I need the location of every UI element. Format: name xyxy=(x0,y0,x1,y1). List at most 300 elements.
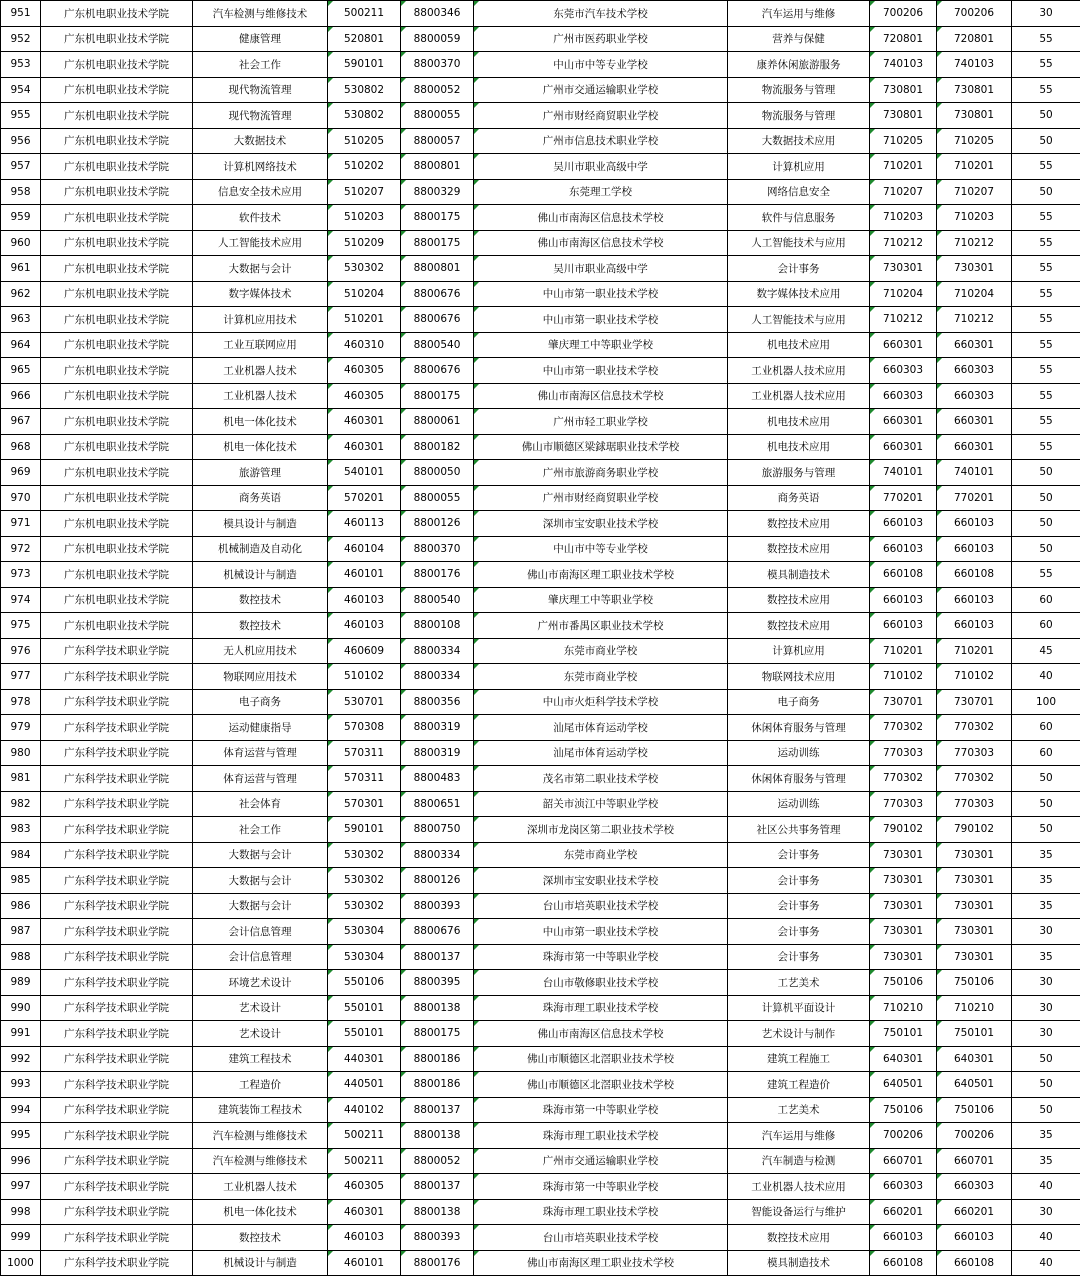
secondary-major-code-2-cell: 730301 xyxy=(937,842,1012,868)
major-code-cell: 570201 xyxy=(328,485,401,511)
school-name-cell: 广州市财经商贸职业学校 xyxy=(474,485,728,511)
table-row xyxy=(1,205,1080,231)
secondary-major-code-cell: 750106 xyxy=(870,970,937,996)
secondary-major-code-cell: 790102 xyxy=(870,817,937,843)
plan-quota-cell: 40 xyxy=(1012,664,1080,690)
secondary-major-name-cell: 模具制造技术 xyxy=(728,562,870,588)
college-name-cell: 广东科学技术职业学院 xyxy=(41,893,193,919)
table-row xyxy=(1,1046,1080,1072)
table-row xyxy=(1,1250,1080,1276)
college-name-cell: 广东机电职业技术学院 xyxy=(41,511,193,537)
major-code-cell: 500211 xyxy=(328,1123,401,1149)
plan-quota-cell: 40 xyxy=(1012,1174,1080,1200)
plan-quota-cell: 40 xyxy=(1012,1225,1080,1251)
plan-quota-cell: 60 xyxy=(1012,740,1080,766)
plan-quota-cell: 50 xyxy=(1012,485,1080,511)
table-row xyxy=(1,944,1080,970)
table-row xyxy=(1,842,1080,868)
school-code-cell: 8800801 xyxy=(401,256,474,282)
major-name-cell: 社会工作 xyxy=(193,52,328,78)
major-name-cell: 工业机器人技术 xyxy=(193,358,328,384)
school-name-cell: 吴川市职业高级中学 xyxy=(474,256,728,282)
secondary-major-code-2-cell: 710203 xyxy=(937,205,1012,231)
major-name-cell: 大数据技术 xyxy=(193,128,328,154)
table-row xyxy=(1,1148,1080,1174)
plan-quota-cell: 40 xyxy=(1012,1250,1080,1276)
college-name-cell: 广东科学技术职业学院 xyxy=(41,868,193,894)
major-code-cell: 530302 xyxy=(328,256,401,282)
college-name-cell: 广东科学技术职业学院 xyxy=(41,1148,193,1174)
school-name-cell: 中山市第一职业技术学校 xyxy=(474,281,728,307)
major-code-cell: 590101 xyxy=(328,817,401,843)
secondary-major-name-cell: 大数据技术应用 xyxy=(728,128,870,154)
school-name-cell: 珠海市理工职业技术学校 xyxy=(474,1123,728,1149)
row-number-cell: 980 xyxy=(1,740,41,766)
plan-quota-cell: 50 xyxy=(1012,460,1080,486)
secondary-major-code-2-cell: 730801 xyxy=(937,77,1012,103)
major-code-cell: 440501 xyxy=(328,1072,401,1098)
school-name-cell: 台山市培英职业技术学校 xyxy=(474,1225,728,1251)
secondary-major-code-cell: 740101 xyxy=(870,460,937,486)
table-row xyxy=(1,587,1080,613)
secondary-major-code-cell: 660301 xyxy=(870,409,937,435)
major-name-cell: 工业机器人技术 xyxy=(193,1174,328,1200)
secondary-major-code-cell: 710210 xyxy=(870,995,937,1021)
table-row xyxy=(1,817,1080,843)
row-number-cell: 963 xyxy=(1,307,41,333)
school-name-cell: 广州市医药职业学校 xyxy=(474,26,728,52)
row-number-cell: 1000 xyxy=(1,1250,41,1276)
table-row xyxy=(1,868,1080,894)
plan-quota-cell: 50 xyxy=(1012,791,1080,817)
school-code-cell: 8800393 xyxy=(401,893,474,919)
secondary-major-code-2-cell: 640301 xyxy=(937,1046,1012,1072)
table-row xyxy=(1,1225,1080,1251)
secondary-major-name-cell: 建筑工程造价 xyxy=(728,1072,870,1098)
secondary-major-code-2-cell: 770302 xyxy=(937,715,1012,741)
school-code-cell: 8800175 xyxy=(401,230,474,256)
secondary-major-code-2-cell: 730301 xyxy=(937,893,1012,919)
secondary-major-code-2-cell: 710201 xyxy=(937,154,1012,180)
secondary-major-name-cell: 商务英语 xyxy=(728,485,870,511)
major-code-cell: 510202 xyxy=(328,154,401,180)
table-row xyxy=(1,154,1080,180)
school-name-cell: 佛山市南海区信息技术学校 xyxy=(474,1021,728,1047)
row-number-cell: 970 xyxy=(1,485,41,511)
college-name-cell: 广东机电职业技术学院 xyxy=(41,434,193,460)
secondary-major-code-cell: 730801 xyxy=(870,103,937,129)
secondary-major-name-cell: 工业机器人技术应用 xyxy=(728,1174,870,1200)
row-number-cell: 967 xyxy=(1,409,41,435)
major-code-cell: 460104 xyxy=(328,536,401,562)
major-name-cell: 计算机应用技术 xyxy=(193,307,328,333)
table-row xyxy=(1,383,1080,409)
major-name-cell: 大数据与会计 xyxy=(193,842,328,868)
college-name-cell: 广东机电职业技术学院 xyxy=(41,536,193,562)
college-name-cell: 广东机电职业技术学院 xyxy=(41,77,193,103)
major-name-cell: 运动健康指导 xyxy=(193,715,328,741)
major-code-cell: 510201 xyxy=(328,307,401,333)
college-name-cell: 广东科学技术职业学院 xyxy=(41,995,193,1021)
major-name-cell: 机电一体化技术 xyxy=(193,409,328,435)
plan-quota-cell: 60 xyxy=(1012,613,1080,639)
row-number-cell: 972 xyxy=(1,536,41,562)
secondary-major-code-2-cell: 770303 xyxy=(937,740,1012,766)
college-name-cell: 广东机电职业技术学院 xyxy=(41,358,193,384)
secondary-major-code-2-cell: 730301 xyxy=(937,944,1012,970)
school-name-cell: 珠海市第一中等职业学校 xyxy=(474,1174,728,1200)
secondary-major-name-cell: 艺术设计与制作 xyxy=(728,1021,870,1047)
school-code-cell: 8800483 xyxy=(401,766,474,792)
plan-quota-cell: 30 xyxy=(1012,1021,1080,1047)
major-name-cell: 信息安全技术应用 xyxy=(193,179,328,205)
school-name-cell: 佛山市顺德区梁銶琚职业技术学校 xyxy=(474,434,728,460)
school-name-cell: 东莞市商业学校 xyxy=(474,664,728,690)
row-number-cell: 965 xyxy=(1,358,41,384)
school-code-cell: 8800052 xyxy=(401,1148,474,1174)
secondary-major-code-cell: 710201 xyxy=(870,154,937,180)
secondary-major-code-cell: 750101 xyxy=(870,1021,937,1047)
college-name-cell: 广东科学技术职业学院 xyxy=(41,791,193,817)
secondary-major-name-cell: 汽车制造与检测 xyxy=(728,1148,870,1174)
college-name-cell: 广东机电职业技术学院 xyxy=(41,128,193,154)
school-name-cell: 深圳市龙岗区第二职业技术学校 xyxy=(474,817,728,843)
college-name-cell: 广东机电职业技术学院 xyxy=(41,52,193,78)
plan-quota-cell: 35 xyxy=(1012,842,1080,868)
plan-quota-cell: 30 xyxy=(1012,1,1080,27)
plan-quota-cell: 60 xyxy=(1012,587,1080,613)
table-row xyxy=(1,26,1080,52)
row-number-cell: 959 xyxy=(1,205,41,231)
major-name-cell: 现代物流管理 xyxy=(193,103,328,129)
table-body xyxy=(1,1,1080,1276)
secondary-major-name-cell: 工艺美术 xyxy=(728,1097,870,1123)
secondary-major-code-cell: 710207 xyxy=(870,179,937,205)
secondary-major-code-cell: 730301 xyxy=(870,256,937,282)
secondary-major-name-cell: 工艺美术 xyxy=(728,970,870,996)
row-number-cell: 992 xyxy=(1,1046,41,1072)
row-number-cell: 990 xyxy=(1,995,41,1021)
row-number-cell: 986 xyxy=(1,893,41,919)
secondary-major-code-2-cell: 740101 xyxy=(937,460,1012,486)
major-name-cell: 物联网应用技术 xyxy=(193,664,328,690)
major-name-cell: 体育运营与管理 xyxy=(193,766,328,792)
major-name-cell: 现代物流管理 xyxy=(193,77,328,103)
school-code-cell: 8800334 xyxy=(401,638,474,664)
school-name-cell: 中山市火炬科学技术学校 xyxy=(474,689,728,715)
major-code-cell: 460103 xyxy=(328,1225,401,1251)
table-row xyxy=(1,485,1080,511)
plan-quota-cell: 55 xyxy=(1012,383,1080,409)
row-number-cell: 983 xyxy=(1,817,41,843)
major-code-cell: 440301 xyxy=(328,1046,401,1072)
school-name-cell: 广州市番禺区职业技术学校 xyxy=(474,613,728,639)
secondary-major-name-cell: 会计事务 xyxy=(728,868,870,894)
school-name-cell: 佛山市南海区理工职业技术学校 xyxy=(474,562,728,588)
school-name-cell: 广州市交通运输职业学校 xyxy=(474,77,728,103)
college-name-cell: 广东科学技术职业学院 xyxy=(41,1097,193,1123)
secondary-major-name-cell: 休闲体育服务与管理 xyxy=(728,766,870,792)
secondary-major-code-2-cell: 730701 xyxy=(937,689,1012,715)
secondary-major-name-cell: 物流服务与管理 xyxy=(728,103,870,129)
school-code-cell: 8800346 xyxy=(401,1,474,27)
major-name-cell: 机械设计与制造 xyxy=(193,1250,328,1276)
secondary-major-code-cell: 720801 xyxy=(870,26,937,52)
secondary-major-code-2-cell: 740103 xyxy=(937,52,1012,78)
secondary-major-code-cell: 710102 xyxy=(870,664,937,690)
school-name-cell: 吴川市职业高级中学 xyxy=(474,154,728,180)
school-name-cell: 东莞市商业学校 xyxy=(474,638,728,664)
major-code-cell: 510204 xyxy=(328,281,401,307)
table-row xyxy=(1,434,1080,460)
secondary-major-name-cell: 物联网技术应用 xyxy=(728,664,870,690)
school-code-cell: 8800126 xyxy=(401,511,474,537)
school-code-cell: 8800052 xyxy=(401,77,474,103)
secondary-major-code-2-cell: 660701 xyxy=(937,1148,1012,1174)
college-name-cell: 广东科学技术职业学院 xyxy=(41,970,193,996)
school-name-cell: 中山市中等专业学校 xyxy=(474,52,728,78)
college-name-cell: 广东机电职业技术学院 xyxy=(41,26,193,52)
college-name-cell: 广东科学技术职业学院 xyxy=(41,766,193,792)
row-number-cell: 974 xyxy=(1,587,41,613)
secondary-major-code-cell: 660103 xyxy=(870,1225,937,1251)
school-name-cell: 台山市培英职业技术学校 xyxy=(474,893,728,919)
table-row xyxy=(1,715,1080,741)
secondary-major-name-cell: 网络信息安全 xyxy=(728,179,870,205)
secondary-major-code-cell: 770303 xyxy=(870,791,937,817)
college-name-cell: 广东科学技术职业学院 xyxy=(41,1250,193,1276)
secondary-major-code-cell: 710205 xyxy=(870,128,937,154)
school-code-cell: 8800393 xyxy=(401,1225,474,1251)
table-row xyxy=(1,689,1080,715)
table-row xyxy=(1,664,1080,690)
major-code-cell: 530304 xyxy=(328,944,401,970)
major-name-cell: 社会体育 xyxy=(193,791,328,817)
major-code-cell: 510207 xyxy=(328,179,401,205)
row-number-cell: 953 xyxy=(1,52,41,78)
secondary-major-code-cell: 770303 xyxy=(870,740,937,766)
secondary-major-code-cell: 640501 xyxy=(870,1072,937,1098)
school-name-cell: 东莞市商业学校 xyxy=(474,842,728,868)
major-code-cell: 460609 xyxy=(328,638,401,664)
school-code-cell: 8800176 xyxy=(401,1250,474,1276)
school-name-cell: 深圳市宝安职业技术学校 xyxy=(474,868,728,894)
school-name-cell: 广州市交通运输职业学校 xyxy=(474,1148,728,1174)
major-name-cell: 电子商务 xyxy=(193,689,328,715)
row-number-cell: 960 xyxy=(1,230,41,256)
college-name-cell: 广东机电职业技术学院 xyxy=(41,1,193,27)
row-number-cell: 978 xyxy=(1,689,41,715)
school-code-cell: 8800319 xyxy=(401,715,474,741)
secondary-major-name-cell: 数控技术应用 xyxy=(728,511,870,537)
secondary-major-name-cell: 模具制造技术 xyxy=(728,1250,870,1276)
school-name-cell: 佛山市南海区信息技术学校 xyxy=(474,205,728,231)
major-code-cell: 460305 xyxy=(328,383,401,409)
major-name-cell: 数字媒体技术 xyxy=(193,281,328,307)
major-name-cell: 工业机器人技术 xyxy=(193,383,328,409)
school-code-cell: 8800801 xyxy=(401,154,474,180)
plan-quota-cell: 50 xyxy=(1012,511,1080,537)
secondary-major-name-cell: 人工智能技术与应用 xyxy=(728,307,870,333)
secondary-major-code-cell: 660108 xyxy=(870,1250,937,1276)
secondary-major-code-cell: 770302 xyxy=(870,766,937,792)
major-code-cell: 460101 xyxy=(328,562,401,588)
college-name-cell: 广东机电职业技术学院 xyxy=(41,281,193,307)
secondary-major-name-cell: 休闲体育服务与管理 xyxy=(728,715,870,741)
school-name-cell: 汕尾市体育运动学校 xyxy=(474,740,728,766)
school-code-cell: 8800050 xyxy=(401,460,474,486)
school-code-cell: 8800175 xyxy=(401,383,474,409)
college-name-cell: 广东科学技术职业学院 xyxy=(41,1174,193,1200)
row-number-cell: 981 xyxy=(1,766,41,792)
school-code-cell: 8800334 xyxy=(401,664,474,690)
plan-quota-cell: 55 xyxy=(1012,77,1080,103)
school-name-cell: 佛山市南海区信息技术学校 xyxy=(474,230,728,256)
secondary-major-code-2-cell: 710204 xyxy=(937,281,1012,307)
college-name-cell: 广东科学技术职业学院 xyxy=(41,1225,193,1251)
table-row xyxy=(1,638,1080,664)
plan-quota-cell: 55 xyxy=(1012,332,1080,358)
secondary-major-name-cell: 数控技术应用 xyxy=(728,613,870,639)
major-name-cell: 工程造价 xyxy=(193,1072,328,1098)
table-row xyxy=(1,307,1080,333)
table-row xyxy=(1,52,1080,78)
table-row xyxy=(1,256,1080,282)
table-row xyxy=(1,970,1080,996)
major-code-cell: 530304 xyxy=(328,919,401,945)
college-name-cell: 广东科学技术职业学院 xyxy=(41,715,193,741)
table-row xyxy=(1,562,1080,588)
secondary-major-code-2-cell: 770302 xyxy=(937,766,1012,792)
major-code-cell: 550101 xyxy=(328,995,401,1021)
plan-quota-cell: 55 xyxy=(1012,434,1080,460)
secondary-major-name-cell: 数字媒体技术应用 xyxy=(728,281,870,307)
major-name-cell: 汽车检测与维修技术 xyxy=(193,1,328,27)
secondary-major-name-cell: 机电技术应用 xyxy=(728,434,870,460)
secondary-major-code-cell: 660303 xyxy=(870,358,937,384)
major-code-cell: 540101 xyxy=(328,460,401,486)
secondary-major-code-cell: 710212 xyxy=(870,230,937,256)
school-code-cell: 8800676 xyxy=(401,358,474,384)
secondary-major-code-cell: 740103 xyxy=(870,52,937,78)
school-name-cell: 韶关市浈江中等职业学校 xyxy=(474,791,728,817)
major-name-cell: 健康管理 xyxy=(193,26,328,52)
row-number-cell: 997 xyxy=(1,1174,41,1200)
plan-quota-cell: 50 xyxy=(1012,817,1080,843)
secondary-major-name-cell: 机电技术应用 xyxy=(728,332,870,358)
secondary-major-code-2-cell: 640501 xyxy=(937,1072,1012,1098)
school-code-cell: 8800186 xyxy=(401,1046,474,1072)
secondary-major-code-cell: 730301 xyxy=(870,868,937,894)
plan-quota-cell: 60 xyxy=(1012,715,1080,741)
major-code-cell: 440102 xyxy=(328,1097,401,1123)
row-number-cell: 979 xyxy=(1,715,41,741)
college-name-cell: 广东机电职业技术学院 xyxy=(41,307,193,333)
college-name-cell: 广东科学技术职业学院 xyxy=(41,664,193,690)
table-row xyxy=(1,613,1080,639)
major-name-cell: 机械设计与制造 xyxy=(193,562,328,588)
secondary-major-code-2-cell: 770201 xyxy=(937,485,1012,511)
secondary-major-name-cell: 会计事务 xyxy=(728,919,870,945)
table-row xyxy=(1,995,1080,1021)
secondary-major-name-cell: 计算机平面设计 xyxy=(728,995,870,1021)
row-number-cell: 975 xyxy=(1,613,41,639)
major-code-cell: 460301 xyxy=(328,434,401,460)
college-name-cell: 广东机电职业技术学院 xyxy=(41,179,193,205)
plan-quota-cell: 55 xyxy=(1012,256,1080,282)
secondary-major-code-2-cell: 770303 xyxy=(937,791,1012,817)
table-row xyxy=(1,1123,1080,1149)
secondary-major-code-cell: 660103 xyxy=(870,587,937,613)
secondary-major-name-cell: 机电技术应用 xyxy=(728,409,870,435)
school-code-cell: 8800540 xyxy=(401,332,474,358)
college-name-cell: 广东机电职业技术学院 xyxy=(41,562,193,588)
table-row xyxy=(1,1072,1080,1098)
college-name-cell: 广东机电职业技术学院 xyxy=(41,103,193,129)
school-code-cell: 8800137 xyxy=(401,1174,474,1200)
secondary-major-code-cell: 660301 xyxy=(870,332,937,358)
school-name-cell: 佛山市南海区信息技术学校 xyxy=(474,383,728,409)
table-row xyxy=(1,409,1080,435)
secondary-major-code-cell: 770302 xyxy=(870,715,937,741)
table-row xyxy=(1,281,1080,307)
secondary-major-code-cell: 660108 xyxy=(870,562,937,588)
secondary-major-code-2-cell: 710205 xyxy=(937,128,1012,154)
major-name-cell: 汽车检测与维修技术 xyxy=(193,1148,328,1174)
secondary-major-code-2-cell: 710102 xyxy=(937,664,1012,690)
major-name-cell: 机电一体化技术 xyxy=(193,434,328,460)
college-name-cell: 广东机电职业技术学院 xyxy=(41,230,193,256)
college-name-cell: 广东机电职业技术学院 xyxy=(41,154,193,180)
secondary-major-code-2-cell: 730301 xyxy=(937,256,1012,282)
secondary-major-code-2-cell: 700206 xyxy=(937,1123,1012,1149)
row-number-cell: 995 xyxy=(1,1123,41,1149)
major-name-cell: 建筑工程技术 xyxy=(193,1046,328,1072)
school-code-cell: 8800126 xyxy=(401,868,474,894)
secondary-major-code-2-cell: 710212 xyxy=(937,307,1012,333)
table-row xyxy=(1,460,1080,486)
college-name-cell: 广东机电职业技术学院 xyxy=(41,613,193,639)
major-name-cell: 艺术设计 xyxy=(193,1021,328,1047)
plan-quota-cell: 55 xyxy=(1012,230,1080,256)
major-name-cell: 数控技术 xyxy=(193,613,328,639)
major-code-cell: 550106 xyxy=(328,970,401,996)
school-code-cell: 8800175 xyxy=(401,1021,474,1047)
school-name-cell: 台山市敬修职业技术学校 xyxy=(474,970,728,996)
secondary-major-name-cell: 运动训练 xyxy=(728,740,870,766)
secondary-major-code-2-cell: 750101 xyxy=(937,1021,1012,1047)
school-code-cell: 8800137 xyxy=(401,1097,474,1123)
secondary-major-code-cell: 710212 xyxy=(870,307,937,333)
school-name-cell: 佛山市顺德区北滘职业技术学校 xyxy=(474,1072,728,1098)
row-number-cell: 962 xyxy=(1,281,41,307)
major-code-cell: 510203 xyxy=(328,205,401,231)
college-name-cell: 广东机电职业技术学院 xyxy=(41,205,193,231)
secondary-major-code-2-cell: 660103 xyxy=(937,587,1012,613)
school-name-cell: 珠海市第一中等职业学校 xyxy=(474,1097,728,1123)
school-code-cell: 8800370 xyxy=(401,536,474,562)
secondary-major-code-2-cell: 660108 xyxy=(937,1250,1012,1276)
secondary-major-code-2-cell: 660301 xyxy=(937,434,1012,460)
secondary-major-name-cell: 工业机器人技术应用 xyxy=(728,358,870,384)
major-code-cell: 530802 xyxy=(328,103,401,129)
row-number-cell: 971 xyxy=(1,511,41,537)
secondary-major-name-cell: 汽车运用与维修 xyxy=(728,1123,870,1149)
row-number-cell: 985 xyxy=(1,868,41,894)
table-row xyxy=(1,1174,1080,1200)
plan-quota-cell: 55 xyxy=(1012,281,1080,307)
major-code-cell: 460305 xyxy=(328,358,401,384)
